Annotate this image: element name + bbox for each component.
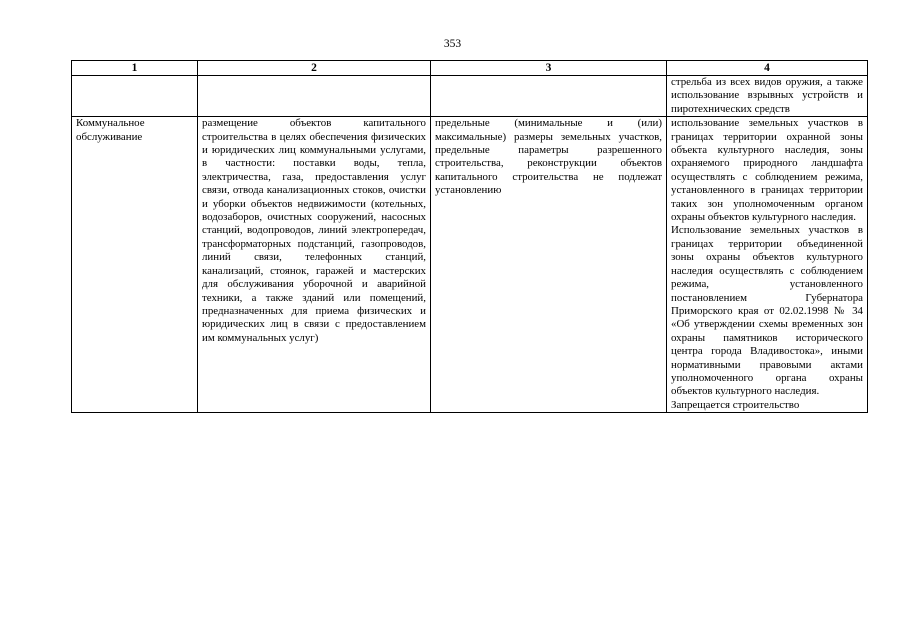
- cell-use-type: [72, 76, 198, 117]
- cell-description: [198, 76, 431, 117]
- column-header-3: 3: [431, 61, 667, 76]
- restriction-paragraph: Запрещается строительство: [671, 398, 800, 411]
- parameters-paragraph: предельные (минимальные и (или) максимальные) размеры земельных участков, предельные параметры разрешенного строительства, реконструкции объектов капитального строительства не подлежат установлению: [435, 117, 662, 197]
- regulation-table: [71, 60, 868, 413]
- table-header-row: [72, 61, 868, 76]
- restriction-paragraph: использование земельных участков в границах территории охранной зоны объекта культурного наследия, зоны охраняемого природного ландшафта осуществлять с соблюдением режима, установленного в границах территории таких зон уполномоченным органом охраны объектов культурного наследия.: [671, 117, 863, 224]
- cell-use-type: Коммунальное обслуживание: [72, 117, 198, 413]
- column-header-4: 4: [667, 61, 868, 76]
- cell-restrictions: [667, 76, 868, 117]
- cell-parameters: [431, 117, 667, 413]
- restriction-paragraph: Использование земельных участков в границах территории объединенной зоны охраны объектов культурного наследия осуществлять с соблюдением режима, установленного постановлением Губернатора Приморского края от 02.02.1998 № 34 «Об утверждении схемы временных зон охраны памятников исторического центра города Владивостока», иными нормативными правовыми актами уполномоченного органа охраны объектов культурного наследия.: [671, 224, 863, 398]
- cell-description: [198, 117, 431, 413]
- column-header-1: 1: [72, 61, 198, 76]
- page-number: 353: [443, 38, 462, 50]
- description-paragraph: размещение объектов капитального строительства в целях обеспечения физических и юридических лиц коммунальными услугами, в частности: поставки воды, тепла, электричества, газа, предоставления услуг связи, отвода канализационных стоков, очистки и уборки объектов недвижимости (котельных, водозаборов, очистных сооружений, насосных станций, водопроводов, линий электропередач, трансформаторных подстанций, газопроводов, линий связи, телефонных станций, канализаций, стоянок, гаражей и мастерских для обслуживания уборочной и аварийной техники, а также зданий или помещений, предназначенных для приема физических и юридических лиц в связи с предоставлением им коммунальных услуг): [202, 117, 426, 344]
- cell-restrictions: [667, 117, 868, 413]
- cell-parameters: [431, 76, 667, 117]
- column-header-2: 2: [198, 61, 431, 76]
- table-row: [72, 117, 868, 413]
- restriction-paragraph: стрельба из всех видов оружия, а также использование взрывных устройств и пиротехнических средств: [671, 76, 863, 115]
- table-row: [72, 76, 868, 117]
